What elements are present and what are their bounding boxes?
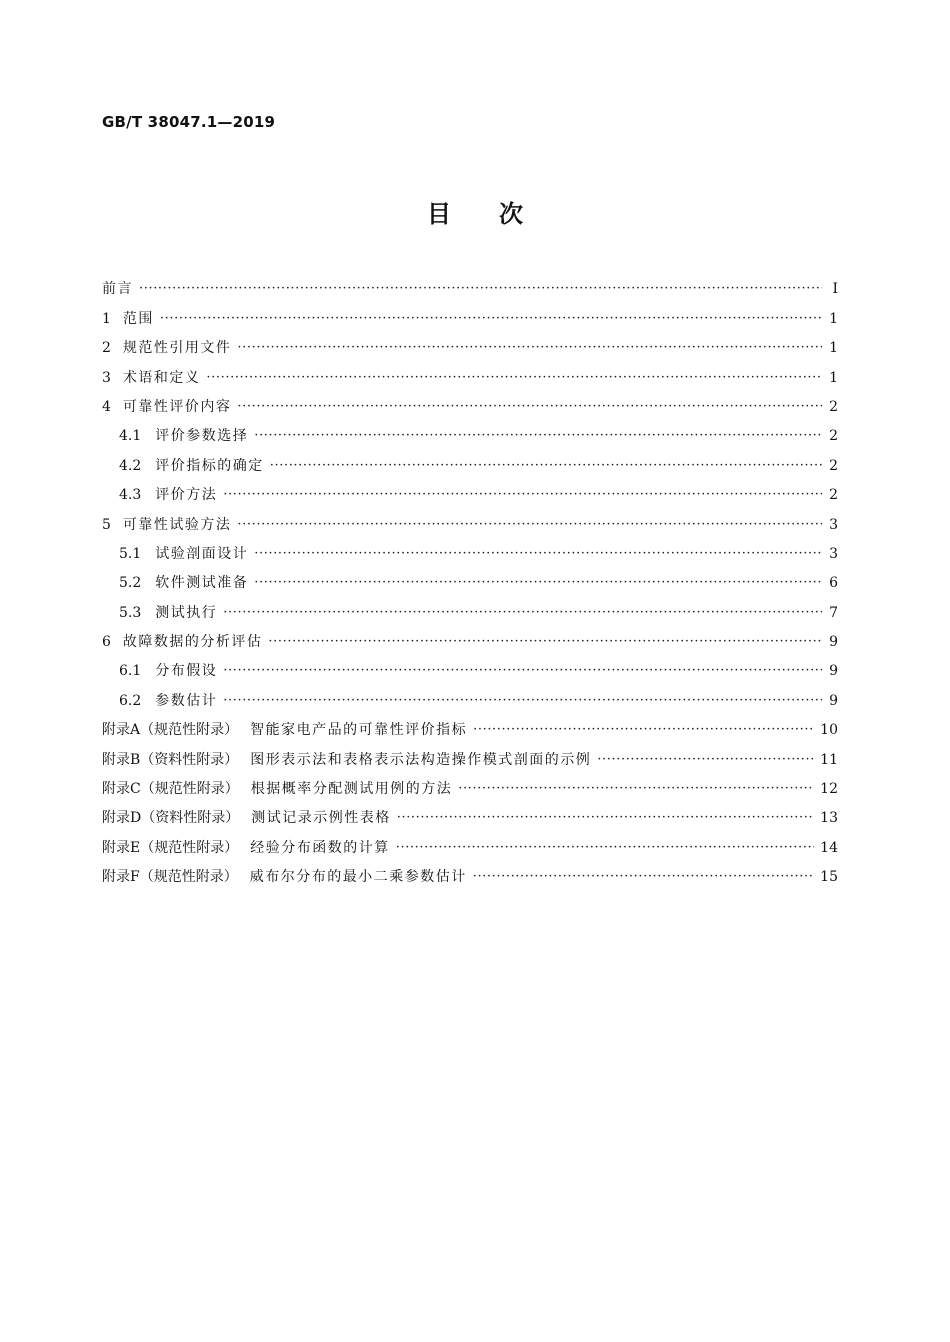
toc-entry-page: 2 [829,487,838,504]
toc-entry-title: 根据概率分配测试用例的方法 [250,781,453,798]
toc-entry[interactable] [102,417,838,446]
toc-entry[interactable] [102,446,838,475]
toc-dot-leader [254,573,822,593]
toc-entry[interactable] [102,299,838,328]
toc-entry-number: 附录B（资料性附录） [102,751,239,768]
toc-entry-title: 分布假设 [155,663,218,680]
toc-entry-title: 前言 [102,281,133,298]
toc-dot-leader [223,603,822,623]
toc-entry-page: 2 [829,428,838,445]
toc-entry-page: 9 [829,634,838,651]
toc-dot-leader [254,544,822,564]
toc-entry-page: 11 [820,751,838,768]
toc-entry[interactable] [102,799,838,828]
toc-entry-number: 3 [102,369,111,386]
toc-dot-leader [396,838,814,858]
toc-entry[interactable] [102,358,838,387]
toc-entry-title: 范围 [122,310,154,327]
toc-entry-title: 威布尔分布的最小二乘参数估计 [249,869,467,886]
toc-entry-number: 4 [102,398,111,415]
toc-entry-page: 6 [829,575,838,592]
toc-entry-number: 5 [102,516,111,533]
toc-entry-page: Ⅰ [832,281,838,298]
toc-entry-page: 7 [829,604,838,621]
toc-entry-title: 评价参数选择 [155,428,249,445]
toc-entry[interactable] [102,623,838,652]
toc-entry-page: 1 [829,340,838,357]
toc-dot-leader [237,338,822,358]
toc-entry[interactable] [102,476,838,505]
toc-entry[interactable] [102,564,838,593]
toc-entry[interactable] [102,593,838,622]
toc-entry-page: 9 [829,692,838,709]
toc-entry-number: 附录C（规范性附录） [102,781,239,798]
page-title: 目次 [427,200,571,228]
toc-entry[interactable] [102,652,838,681]
toc-entry[interactable] [102,770,838,799]
toc-dot-leader [268,632,822,652]
toc-entry[interactable] [102,388,838,417]
toc-dot-leader [206,368,822,388]
toc-entry-title: 经验分布函数的计算 [250,839,390,856]
toc-entry-number: 6.1 [119,663,142,680]
toc-dot-leader [254,426,822,446]
toc-dot-leader [270,456,822,476]
toc-dot-leader [473,720,814,740]
toc-dot-leader [160,309,822,329]
toc-entry-number: 附录F（规范性附录） [102,869,238,886]
toc-entry-title: 评价指标的确定 [155,457,264,474]
toc-dot-leader [223,485,822,505]
toc-entry[interactable] [102,270,838,299]
toc-entry-title: 智能家电产品的可靠性评价指标 [250,722,468,739]
toc-entry-title: 评价方法 [155,487,218,504]
toc-dot-leader [237,515,822,535]
toc-entry-number: 1 [102,310,111,327]
toc-entry-title: 可靠性试验方法 [122,516,232,533]
toc-entry-title: 可靠性评价内容 [122,398,232,415]
toc-entry-page: 1 [829,310,838,327]
toc-entry-number: 4.1 [119,428,142,445]
toc-dot-leader [223,661,822,681]
toc-entry-page: 3 [829,516,838,533]
toc-entry[interactable] [102,740,838,769]
toc-entry-page: 2 [829,457,838,474]
toc-entry-page: 13 [820,810,838,827]
toc-entry[interactable] [102,535,838,564]
toc-entry[interactable] [102,858,838,887]
toc-dot-leader [139,279,822,299]
toc-dot-leader [237,397,822,417]
toc-entry-page: 15 [820,869,838,886]
toc-entry-title: 软件测试准备 [155,575,249,592]
toc-dot-leader [397,808,814,828]
standard-code: GB/T 38047.1—2019 [102,113,276,131]
toc-dot-leader [473,867,814,887]
toc-entry-number: 2 [102,340,111,357]
toc-entry[interactable] [102,505,838,534]
toc-entry-number: 4.3 [119,487,142,504]
toc-entry-number: 6.2 [119,692,142,709]
toc-entry-page: 9 [829,663,838,680]
toc-dot-leader [223,691,822,711]
toc-entry-title: 测试执行 [155,604,218,621]
toc-dot-leader [597,750,814,770]
toc-entry-number: 6 [102,634,111,651]
toc-entry-title: 规范性引用文件 [122,340,232,357]
toc-entry[interactable] [102,329,838,358]
toc-entry-page: 1 [829,369,838,386]
toc-entry-number: 附录A（规范性附录） [102,722,239,739]
toc-entry-title: 参数估计 [155,692,218,709]
toc-entry[interactable] [102,828,838,857]
toc-entry-page: 2 [829,398,838,415]
toc-dot-leader [458,779,814,799]
toc-entry-number: 4.2 [119,457,142,474]
toc-entry-title: 术语和定义 [122,369,201,386]
table-of-contents [102,270,838,887]
toc-entry[interactable] [102,711,838,740]
toc-entry-page: 12 [820,781,838,798]
toc-entry-title: 故障数据的分析评估 [122,634,263,651]
toc-entry-page: 10 [820,722,838,739]
toc-entry-number: 附录E（规范性附录） [102,839,239,856]
toc-entry-page: 14 [820,839,838,856]
toc-entry-title: 测试记录示例性表格 [251,810,391,827]
toc-entry-title: 图形表示法和表格表示法构造操作模式剖面的示例 [250,751,592,768]
toc-entry-number: 附录D（资料性附录） [102,810,240,827]
toc-entry-number: 5.1 [119,545,142,562]
toc-entry-title: 试验剖面设计 [155,545,249,562]
toc-entry-page: 3 [829,545,838,562]
toc-entry-number: 5.3 [119,604,142,621]
toc-entry-number: 5.2 [119,575,142,592]
toc-entry[interactable] [102,681,838,710]
